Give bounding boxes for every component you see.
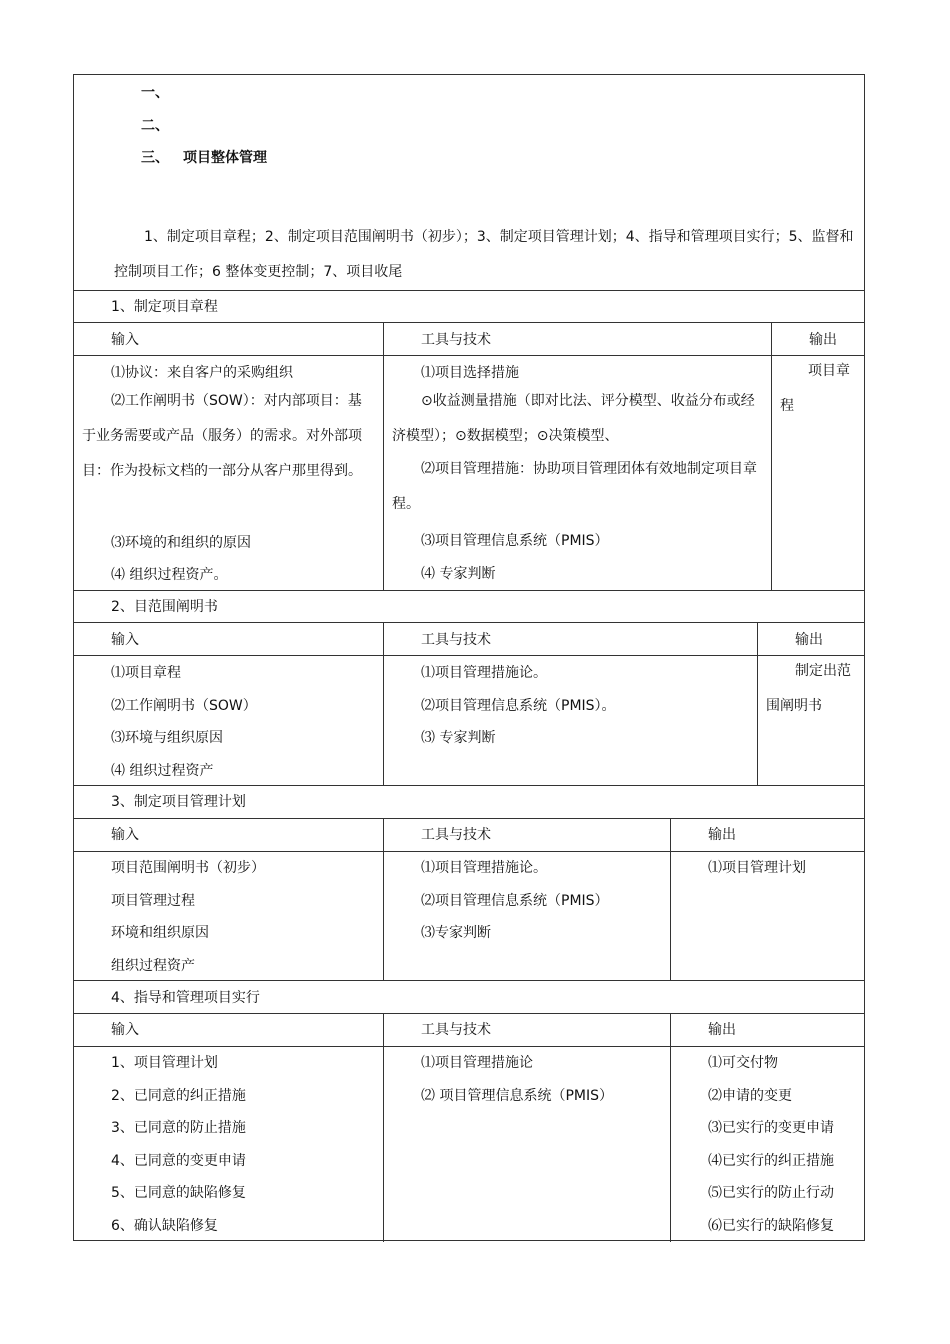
input-item: ⑷ 组织过程资产。 xyxy=(111,567,228,583)
column-header-input: 输入 xyxy=(111,827,139,843)
section-title: 2、目范围阐明书 xyxy=(111,599,218,615)
input-item: 环境和组织原因 xyxy=(111,925,209,941)
divider xyxy=(74,818,864,819)
column-divider xyxy=(771,322,772,590)
input-item: 项目范围阐明书（初步） xyxy=(111,860,265,876)
column-divider xyxy=(383,818,384,980)
document-table xyxy=(73,74,865,1241)
column-divider xyxy=(383,322,384,590)
input-item: ⑶环境的和组织的原因 xyxy=(111,535,251,551)
tool-item: ⑵项目管理措施：协助项目管理团体有效地制定项目章程。 xyxy=(392,461,757,512)
divider xyxy=(74,590,864,591)
input-item: ⑵工作阐明书（SOW）：对内部项目：基于业务需要或产品（服务）的需求。对外部项目：作为投标文档的一部分从客户那里得到。 xyxy=(82,393,362,479)
tool-item: ⑵项目管理信息系统（PMIS） xyxy=(421,893,609,909)
heading-2: 二、 xyxy=(141,118,169,134)
column-header-tools: 工具与技术 xyxy=(421,1022,491,1038)
input-item: 组织过程资产 xyxy=(111,958,195,974)
column-divider xyxy=(383,1013,384,1242)
divider xyxy=(74,851,864,852)
divider xyxy=(74,1046,864,1047)
input-item: 5、已同意的缺陷修复 xyxy=(111,1185,246,1201)
output-item: 项目章程 xyxy=(780,363,850,414)
output-item: ⑸已实行的防止行动 xyxy=(708,1185,834,1201)
divider xyxy=(74,785,864,786)
input-item: 3、已同意的防止措施 xyxy=(111,1120,246,1136)
output-item: ⑶已实行的变更申请 xyxy=(708,1120,834,1136)
output-item: ⑴可交付物 xyxy=(708,1055,778,1071)
input-item: ⑴项目章程 xyxy=(111,665,181,681)
column-header-output: 输出 xyxy=(795,632,823,648)
tool-item: ⊙收益测量措施（即对比法、评分模型、收益分布或经济模型）；⊙数据模型；⊙决策模型、 xyxy=(392,393,755,444)
heading-1: 一、 xyxy=(141,85,169,101)
column-header-input: 输入 xyxy=(111,1022,139,1038)
input-item: ⑷ 组织过程资产 xyxy=(111,763,214,779)
input-item: 4、已同意的变更申请 xyxy=(111,1153,246,1169)
column-header-output: 输出 xyxy=(708,827,736,843)
input-item: ⑵工作阐明书（SOW） xyxy=(111,698,257,714)
divider xyxy=(74,290,864,291)
divider xyxy=(74,655,864,656)
column-header-input: 输入 xyxy=(111,332,139,348)
divider xyxy=(74,355,864,356)
column-divider xyxy=(383,622,384,785)
input-item: 项目管理过程 xyxy=(111,893,195,909)
column-divider xyxy=(757,622,758,785)
heading-3-title: 项目整体管理 xyxy=(183,150,267,166)
input-item: ⑶环境与组织原因 xyxy=(111,730,223,746)
section-title: 1、制定项目章程 xyxy=(111,299,218,315)
input-item: ⑴协议：来自客户的采购组织 xyxy=(111,365,293,381)
tool-item: ⑴项目管理措施论。 xyxy=(421,860,547,876)
output-item: 制定出范围阐明书 xyxy=(766,663,851,714)
output-item: ⑷已实行的纠正措施 xyxy=(708,1153,834,1169)
column-header-tools: 工具与技术 xyxy=(421,632,491,648)
divider xyxy=(74,622,864,623)
tool-item: ⑴项目管理措施论 xyxy=(421,1055,533,1071)
section-title: 3、制定项目管理计划 xyxy=(111,794,246,810)
tool-item: ⑶ 专家判断 xyxy=(421,730,496,746)
column-header-input: 输入 xyxy=(111,632,139,648)
divider xyxy=(74,1013,864,1014)
input-item: 6、确认缺陷修复 xyxy=(111,1218,218,1234)
tool-item: ⑶专家判断 xyxy=(421,925,491,941)
input-item: 1、项目管理计划 xyxy=(111,1055,218,1071)
tool-item: ⑴项目管理措施论。 xyxy=(421,665,547,681)
heading-3-number: 三、 xyxy=(141,150,169,166)
column-header-output: 输出 xyxy=(809,332,837,348)
tool-item: ⑵ 项目管理信息系统（PMIS） xyxy=(421,1088,613,1104)
column-divider xyxy=(670,818,671,980)
column-divider xyxy=(670,1013,671,1242)
tool-item: ⑷ 专家判断 xyxy=(421,566,496,582)
tool-item: ⑴项目选择措施 xyxy=(421,365,519,381)
column-header-output: 输出 xyxy=(708,1022,736,1038)
intro-paragraph: 1、制定项目章程；2、制定项目范围阐明书（初步）；3、制定项目管理计划；4、指导和管理项目实行；5、监督和控制项目工作；6 整体变更控制；7、项目收尾 xyxy=(114,229,854,280)
output-item: ⑹已实行的缺陷修复 xyxy=(708,1218,834,1234)
section-title: 4、指导和管理项目实行 xyxy=(111,990,260,1006)
column-header-tools: 工具与技术 xyxy=(421,827,491,843)
output-item: ⑵申请的变更 xyxy=(708,1088,792,1104)
tool-item: ⑶项目管理信息系统（PMIS） xyxy=(421,533,609,549)
input-item: 2、已同意的纠正措施 xyxy=(111,1088,246,1104)
column-header-tools: 工具与技术 xyxy=(421,332,491,348)
divider xyxy=(74,980,864,981)
tool-item: ⑵项目管理信息系统（PMIS）。 xyxy=(421,698,616,714)
output-item: ⑴项目管理计划 xyxy=(708,860,806,876)
divider xyxy=(74,322,864,323)
